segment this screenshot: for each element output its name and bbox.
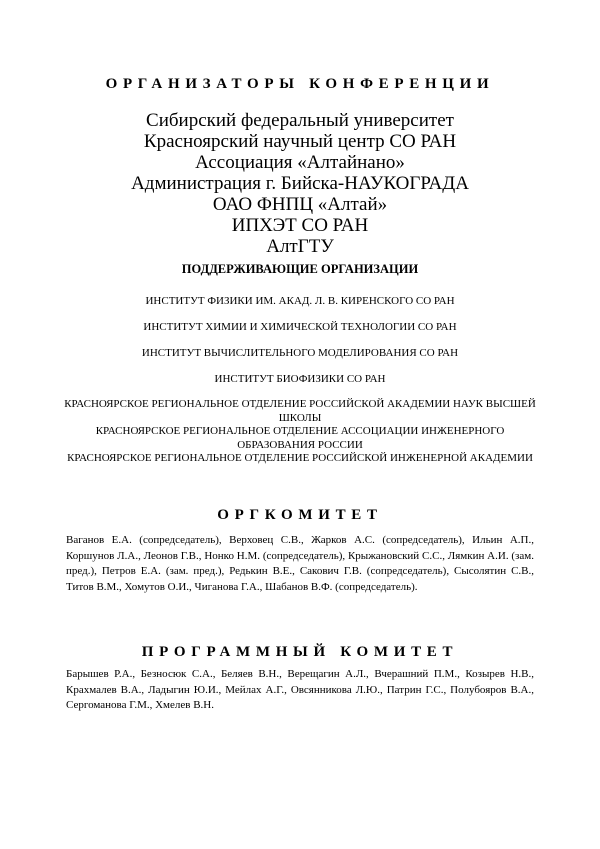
regional-branch: КРАСНОЯРСКОЕ РЕГИОНАЛЬНОЕ ОТДЕЛЕНИЕ РОССИЙСКОЙ ИНЖЕНЕРНОЙ АКАДЕМИИ xyxy=(67,452,533,464)
supporting-institute: ИНСТИТУТ БИОФИЗИКИ СО РАН xyxy=(214,373,386,385)
organizers-list xyxy=(0,110,600,257)
org-committee-heading: ОРГКОМИТЕТ xyxy=(217,507,383,523)
regional-branch: КРАСНОЯРСКОЕ РЕГИОНАЛЬНОЕ ОТДЕЛЕНИЕ РОССИЙСКОЙ АКАДЕМИИ НАУК ВЫСШЕЙ ШКОЛЫ xyxy=(64,398,536,424)
program-committee-heading: ПРОГРАММНЫЙ КОМИТЕТ xyxy=(141,644,459,660)
program-committee-members: Барышев Р.А., Безносюк С.А., Беляев В.Н., Верещагин А.Л., Вчерашний П.М., Козырев Н.В., Крахмалев В.А., Ладыгин Ю.И., Мейлах А.Г., Овсянникова Л.Ю., Патрин Г.С., Полубояров В.А., Сергоманова Г.М., Хмелев В.Н. xyxy=(66,668,534,711)
organizer-item: Ассоциация «Алтайнано» xyxy=(195,152,405,173)
supporting-institute: ИНСТИТУТ ВЫЧИСЛИТЕЛЬНОГО МОДЕЛИРОВАНИЯ СО РАН xyxy=(141,347,459,359)
supporting-institute: ИНСТИТУТ ФИЗИКИ ИМ. АКАД. Л. В. КИРЕНСКОГО СО РАН xyxy=(145,295,455,307)
organizer-item: ИПХЭТ СО РАН xyxy=(231,215,369,236)
organizers-heading: ОРГАНИЗАТОРЫ КОНФЕРЕНЦИИ xyxy=(105,76,495,92)
organizer-item: ОАО ФНПЦ «Алтай» xyxy=(212,194,388,215)
regional-branches xyxy=(60,398,540,466)
supporting-institute: ИНСТИТУТ ХИМИИ И ХИМИЧЕСКОЙ ТЕХНОЛОГИИ СО РАН xyxy=(143,321,457,333)
org-committee-members: Ваганов Е.А. (сопредседатель), Верховец С.В., Жарков А.С. (сопредседатель), Ильин А.П., Коршунов Л.А., Леонов Г.В., Нонко Н.М. (сопредседатель), Крыжановский С.С., Лямкин А.И. (зам. пред.), Петров Е.А. (зам. пред.), Редькин В.Е., Сакович Г.В. (сопредседатель), Сысолятин С.В., Титов В.М., Хомутов О.И., Чиганова Г.А., Шабанов В.Ф. (сопредседатель). xyxy=(66,534,534,593)
organizer-item: Красноярский научный центр СО РАН xyxy=(143,131,457,152)
organizer-item: АлтГТУ xyxy=(266,236,334,257)
regional-branch: КРАСНОЯРСКОЕ РЕГИОНАЛЬНОЕ ОТДЕЛЕНИЕ АССОЦИАЦИИ ИНЖЕНЕРНОГО ОБРАЗОВАНИЯ РОССИИ xyxy=(95,425,505,451)
organizer-item: Администрация г. Бийска-НАУКОГРАДА xyxy=(131,173,469,194)
organizer-item: Сибирский федеральный университет xyxy=(146,110,454,131)
supporting-heading: ПОДДЕРЖИВАЮЩИЕ ОРГАНИЗАЦИИ xyxy=(181,262,419,276)
